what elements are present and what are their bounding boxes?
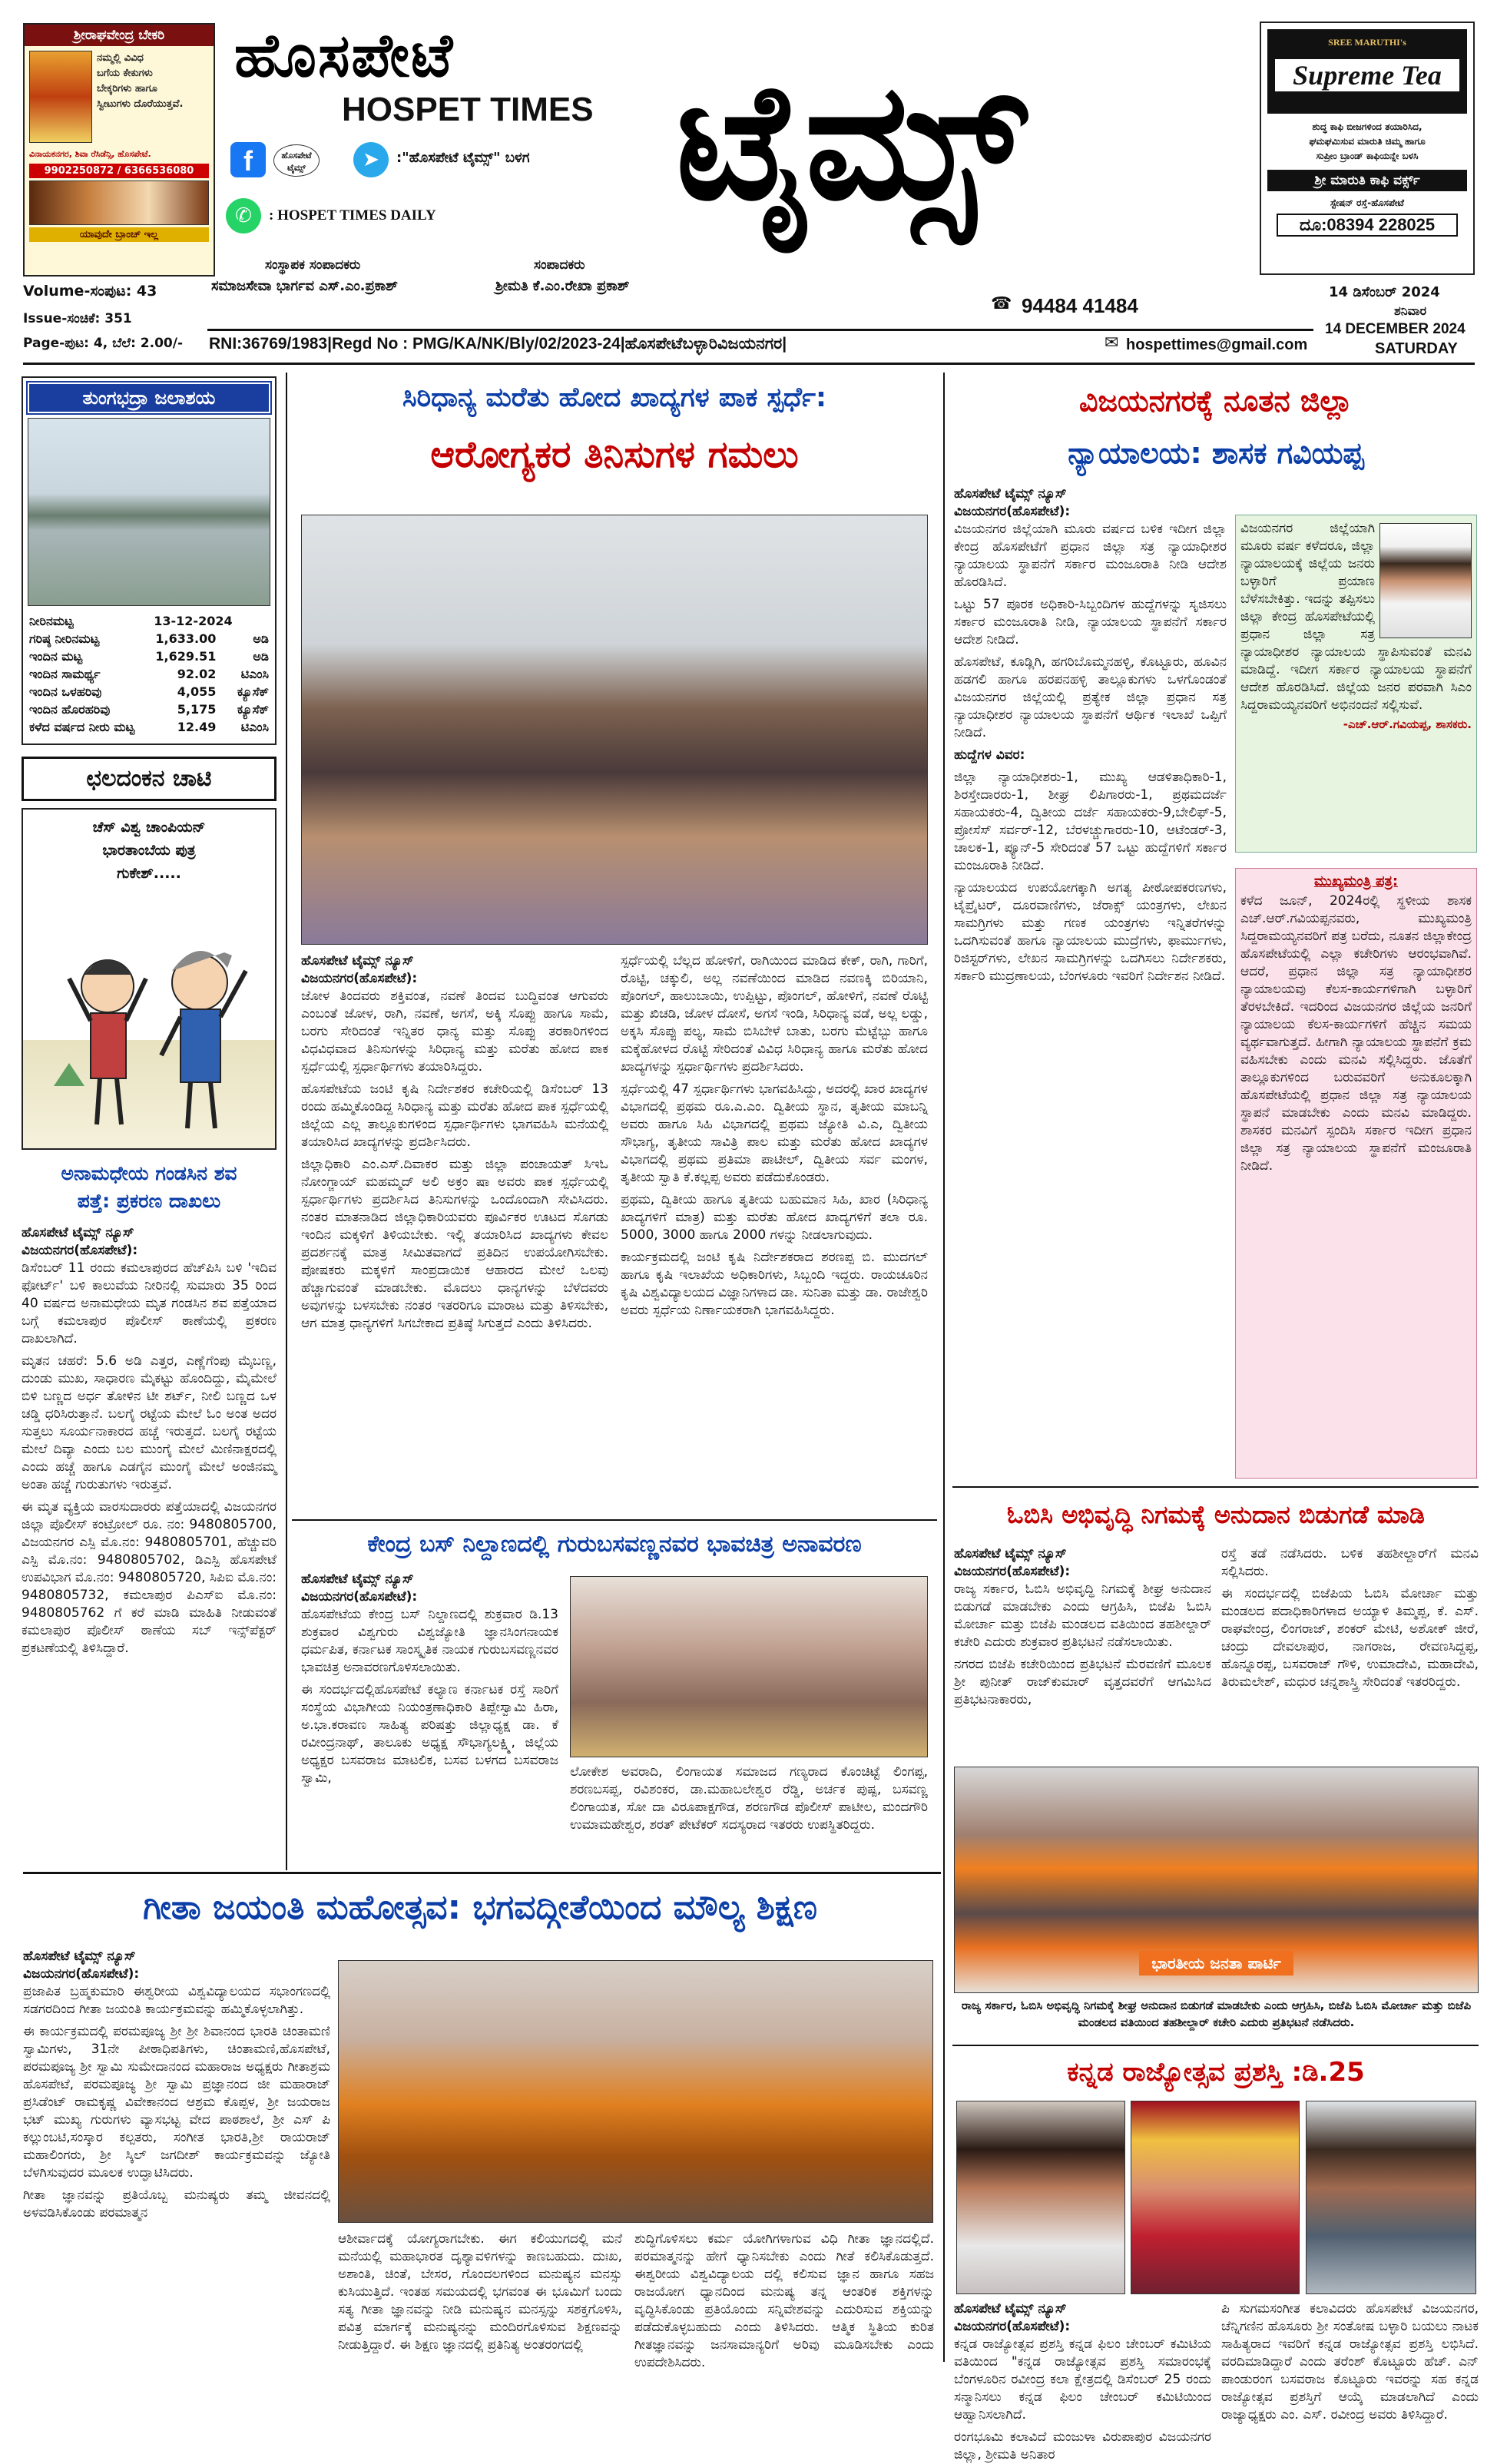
award-byline: ವಿಜಯನಗರ(ಹೊಸಪೇಟೆ): (954, 2319, 1071, 2334)
award-col1 (954, 2300, 1211, 2462)
award-headline: ಕನ್ನಡ ರಾಜ್ಯೋತ್ಸವ ಪ್ರಶಸ್ತಿ :ಡಿ.25 (1067, 2057, 1365, 2088)
dam-row-unit: ಅಡಿ (253, 649, 269, 664)
lead-paragraph: ಹೊಸಪೇಟೆಯ ಜಂಟಿ ಕೃಷಿ ನಿರ್ದೇಶಕರ ಕಚೇರಿಯಲ್ಲಿ ಡಿಸೆಂಬರ್ 13 ರಂದು ಹಮ್ಮಿಕೊಂಡಿದ್ದ ಸಿರಿಧಾನ್ಯ ಮತ್ತು ಮರೆತು ಹೋದ ಪಾಕ ಸ್ಪರ್ಧೆಯಲ್ಲಿ ಜಿಲ್ಲೆಯ ಎಲ್ಲ ತಾಲ್ಲೂಕುಗಳಿಂದ ಸ್ಪರ್ಧಾರ್ಥಿಗಳು ಭಾಗವಹಿಸಿ ಮನೆಯಲ್ಲಿ ತಯಾರಿಸಿದ ಖಾದ್ಯಗಳನ್ನು ಪ್ರದರ್ಶಿಸಿದರು. (301, 1081, 608, 1150)
dam-table (23, 611, 275, 737)
tea-ad-title: Supreme Tea (1275, 59, 1459, 91)
cm-letter-title: ಮುಖ್ಯಮಂತ್ರಿ ಪತ್ರ: (1313, 873, 1399, 889)
cartoon-caption: ಚೆಸ್ ವಿಶ್ವ ಚಾಂಪಿಯನ್ (92, 819, 206, 836)
bus-byline: ಹೊಸಪೇಟೆ ಟೈಮ್ಸ್ ನ್ಯೂಸ್ (301, 1571, 414, 1587)
dam-row-label: ಕಳೆದ ವರ್ಷದ ನೀರು ಮಟ್ಟ (29, 720, 135, 734)
tea-ad-shop: ಶ್ರೀ ಮಾರುತಿ ಕಾಫಿ ವರ್ಕ್ಸ್ (1267, 170, 1467, 191)
court-col1 (954, 485, 1227, 1476)
lead-paragraph: ಜಿಲ್ಲಾಧಿಕಾರಿ ಎಂ.ಎಸ್.ದಿವಾಕರ ಮತ್ತು ಜಿಲ್ಲಾ ಪಂಚಾಯತ್ ಸಿಇಓ ನೋಂಗ್ಜಾಯ್ ಮಹಮ್ಮದ್ ಅಲಿ ಅಕ್ರಂ ಷಾ ಅವರು ಪಾಕ ಸ್ಪರ್ಧೆಯಲ್ಲಿ ಸ್ಪರ್ಧಾರ್ಥಿಗಳು ಪ್ರದರ್ಶಿಸಿದ ತಿನಿಸುಗಳನ್ನು ಒಂದೊಂದಾಗಿ ಸೇವಿಸಿದರು. ನಂತರ ಮಾತನಾಡಿದ ಜಿಲ್ಲಾಧಿಕಾರಿಯವರು ಪೂರ್ವಿಕರ ಊಟದ ಸೊಗಡು ಇಂದಿನ ಮಕ್ಕಳಿಗೆ ತಿಳಿಯಬೇಕು. ಇಲ್ಲಿ ತಯಾರಿಸಿದ ಖಾದ್ಯಗಳು ಕೇವಲ ಪ್ರದರ್ಶನಕ್ಕೆ ಮಾತ್ರ ಸೀಮಿತವಾಗದೆ ಪ್ರತಿದಿನ ಉಪಯೋಗಿಸಬೇಕು. ಪೋಷಕರು ಮಕ್ಕಳಿಗೆ ಸಾಂಪ್ರದಾಯಿಕ ಆಹಾರದ ಮೇಲೆ ಒಲವು ಹೆಚ್ಚಾಗುವಂತೆ ಮಾಡಬೇಕು. ಮೊದಲು ಧಾನ್ಯಗಳನ್ನು ಬೆಳೆದವರು ಅವುಗಳನ್ನು ಬಳಸಬೇಕು ನಂತರ ಇತರರಿಗೂ ಮಾರಾಟ ಮತ್ತು ತಿಳಿಸಬೇಕು, ಆಗ ಮಾತ್ರ ಧಾನ್ಯಗಳಿಗೆ ಸಿಗಬೇಕಾದ ಪ್ರತಿಷ್ಠೆ ಸಿಗುತ್ತದೆ ಎಂದು ತಿಳಿಸಿದರು. (301, 1157, 608, 1331)
cartoon-drawing (23, 894, 273, 1148)
death-byline: ವಿಜಯನಗರ(ಹೊಸಪೇಟೆ): (22, 1243, 138, 1258)
facebook-icon[interactable]: f (230, 142, 266, 177)
masthead-rule (207, 329, 1313, 331)
cartoon-caption: ಗುಕೇಶ್..... (117, 865, 181, 882)
dam-row-label: ನೀರಿನಮಟ್ಟ (29, 614, 74, 628)
award-photo-2 (1131, 2101, 1300, 2294)
col-rule (943, 373, 945, 2362)
dam-row-label: ಇಂದಿನ ಸಾಮರ್ಥ್ಯ (29, 667, 101, 681)
obc-byline: ಹೊಸಪೇಟೆ ಟೈಮ್ಸ್ ನ್ಯೂಸ್ (954, 1546, 1067, 1562)
court-paragraph: ವಿಜಯನಗರ ಜಿಲ್ಲೆಯಾಗಿ ಮೂರು ವರ್ಷದ ಬಳಿಕ ಇದೀಗ ಜಿಲ್ಲಾ ಕೇಂದ್ರ ಹೊಸಪೇಟೆಗೆ ಪ್ರಧಾನ ಜಿಲ್ಲಾ ಸತ್ರ ನ್ಯಾಯಾಧೀಶರ ನ್ಯಾಯಾಲಯ ಸ್ಥಾಪನೆಗೆ ಸರ್ಕಾರ ಮಂಜೂರಾತಿ ನೀಡಿ ಆದೇಶ ಹೊರಡಿಸಿದೆ. (954, 522, 1227, 590)
section-rule (23, 1872, 941, 1874)
date-kn: 14 ಡಿಸೆಂಬರ್ 2024 (1329, 284, 1440, 300)
lead-byline: ಹೊಸಪೇಟೆ ಟೈಮ್ಸ್ ನ್ಯೂಸ್ (301, 953, 414, 969)
bus-paragraph: ಹೊಸಪೇಟೆಯ ಕೇಂದ್ರ ಬಸ್ ನಿಲ್ದಾಣದಲ್ಲಿ ಶುಕ್ರವಾರ ಡಿ.13 ಶುಕ್ರವಾರ ವಿಶ್ವಗುರು ವಿಶ್ವಜ್ಯೋತಿ ಜ್ಞಾನಸಿಂಗನಾಯಕ ಧರ್ಮಪಿತ, ಕರ್ನಾಟಕ ಸಾಂಸ್ಕೃತಿಕ ನಾಯಕ ಗುರುಬಸವಣ್ಣನವರ ಭಾವಚಿತ್ರ ಅನಾವರಣಗೊಳಿಸಲಾಯಿತು. (301, 1607, 558, 1675)
dam-row-unit: ಟಿಎಂಸಿ (240, 720, 269, 734)
gita-headline: ಗೀತಾ ಜಯಂತಿ ಮಹೋತ್ಸವ: ಭಗವದ್ಗೀತೆಯಿಂದ ಮೌಲ್ಯ ಶಿಕ್ಷಣ (143, 1888, 817, 1927)
award-paragraph: ರಂಗಭೂಮಿ ಕಲಾವಿದೆ ಮಂಜುಳಾ ವಿರುಪಾಪುರ ವಿಜಯನಗರ ಜಿಲ್ಲಾ, ಶ್ರೀಮತಿ ಅನಿತಾರ (954, 2429, 1211, 2462)
dam-row-label: ಇಂದಿನ ಮಟ್ಟ (29, 649, 83, 664)
bakery-ad-line: ಬೇಕ್ಕರಿಗಳು ಹಾಗೂ (97, 83, 157, 94)
bakery-ad (23, 23, 215, 277)
dam-row-label: ಇಂದಿನ ಒಳಹರಿವು (29, 684, 102, 699)
tea-ad-line: ಸುಪ್ರೀಂ ಬ್ರಾಂಡ್ ಕಾಫಿಯನ್ನೇ ಬಳಸಿ (1316, 151, 1419, 161)
award-byline: ಹೊಸಪೇಟೆ ಟೈಮ್ಸ್ ನ್ಯೂಸ್ (954, 2301, 1067, 2317)
bus-body (301, 1606, 558, 1863)
death-body (22, 1260, 277, 1713)
dam-row-unit: ಅಡಿ (253, 631, 269, 646)
gita-paragraph: ಪ್ರಜಾಪಿತ ಬ್ರಹ್ಮಕುಮಾರಿ ಈಶ್ವರೀಯ ವಿಶ್ವವಿದ್ಯಾಲಯದ ಸಭಾಂಗಣದಲ್ಲಿ ಸಡಗರದಿಂದ ಗೀತಾ ಜಯಂತಿ ಕಾರ್ಯಕ್ರಮವನ್ನು ಹಮ್ಮಿಕೊಳ್ಳಲಾಗಿತ್ತು. (23, 1984, 330, 2017)
deity-image (29, 51, 92, 143)
founder-label: ಸಂಸ್ಥಾಪಕ ಸಂಪಾದಕರು (265, 257, 361, 273)
obc-headline: ಓಬಿಸಿ ಅಭಿವೃದ್ಧಿ ನಿಗಮಕ್ಕೆ ಅನುದಾನ ಬಿಡುಗಡೆ ಮಾಡಿ (1007, 1500, 1425, 1529)
phone-icon: ☎ (991, 294, 1012, 313)
cm-letter-body: ಕಳೆದ ಜೂನ್, 2024ರಲ್ಲಿ ಸ್ಥಳೀಯ ಶಾಸಕ ಎಚ್.ಆರ್.ಗವಿಯಪ್ಪನವರು, ಮುಖ್ಯಮಂತ್ರಿ ಸಿದ್ದರಾಮಯ್ಯನವರಿಗೆ ಪತ್ರ ಬರೆದು, ನೂತನ ಜಿಲ್ಲಾಕೇಂದ್ರ ಹೊಸಪೇಟೆಯಲ್ಲಿ ಎಲ್ಲಾ ಕಚೇರಿಗಳು ಆರಂಭವಾಗಿವೆ. ಆದರೆ, ಪ್ರಧಾನ ಜಿಲ್ಲಾ ಸತ್ರ ನ್ಯಾಯಾಧೀಶರ ನ್ಯಾಯಾಲಯವು ಕೆಲಸ-ಕಾರ್ಯಗಳಿಗಾಗಿ ಬಳ್ಳಾರಿಗೆ ತೆರಳಬೇಕಿದೆ. ಇದರಿಂದ ವಿಜಯನಗರ ಜಿಲ್ಲೆಯ ಜನರಿಗೆ ನ್ಯಾಯಾಲಯ ಕೆಲಸ-ಕಾರ್ಯಗಳಿಗೆ ಹೆಚ್ಚಿನ ಸಮಯ ವ್ಯರ್ಥವಾಗುತ್ತದೆ. ಹೀಗಾಗಿ ನ್ಯಾಯಾಲಯ ಸ್ಥಾಪನೆಗೆ ಕ್ರಮ ವಹಿಸಬೇಕು ಎಂದು ಮನವಿ ಸಲ್ಲಿಸಿದ್ದರು. ಜೊತೆಗೆ ತಾಲ್ಲೂಕುಗಳಿಂದ ಬರುವವರಿಗೆ ಅನುಕೂಲಕ್ಕಾಗಿ ಹೊಸಪೇಟೆಯಲ್ಲಿ ಪ್ರಧಾನ ಜಿಲ್ಲಾ ಸತ್ರ ನ್ಯಾಯಾಲಯ ಸ್ಥಾಪನೆ ಮಾಡಬೇಕು ಎಂದು ಮನವಿ ಮಾಡಿದ್ದರು. ಶಾಸಕರ ಮನವಿಗೆ ಸ್ಪಂದಿಸಿ ಸರ್ಕಾರ ಇದೀಗ ಪ್ರಧಾನ ಜಿಲ್ಲಾ ಸತ್ರ ನ್ಯಾಯಾಲಯ ಸ್ಥಾಪನೆಗೆ ಮಂಜೂರಾತಿ ನೀಡಿದೆ. (1240, 893, 1472, 1174)
tea-ad (1260, 22, 1475, 275)
bus-paragraph: ಈ ಸಂದರ್ಭದಲ್ಲಿಹೊಸಪೇಟೆ ಕಲ್ಯಾಣ ಕರ್ನಾಟಕ ರಸ್ತೆ ಸಾರಿಗೆ ಸಂಸ್ಥೆಯ ವಿಭಾಗೀಯ ನಿಯಂತ್ರಣಾಧಿಕಾರಿ ತಿಪ್ಪೇಸ್ವಾಮಿ ಹಿರಾ, ಅ.ಭಾ.ಕರಾವಣ ಸಾಹಿತ್ಯ ಪರಿಷತ್ತು ಜಿಲ್ಲಾಧ್ಯಕ್ಷ ಡಾ. ಕೆ ರವೀಂದ್ರನಾಥ್, ತಾಲೂಕು ಅಧ್ಯಕ್ಷ ಸೌಭಾಗ್ಯಲಕ್ಷ್ಮಿ, ಜಿಲ್ಲೆಯ ಅಧ್ಯಕ್ಷರ ಬಸವರಾಜ ಮಾಟಲಿಕ, ಬಸವ ಬಳಗದ ಬಸವರಾಜ ಸ್ವಾಮಿ, (301, 1682, 558, 1786)
court-paragraph: ಜಿಲ್ಲಾ ನ್ಯಾಯಾಧೀಶರು-1, ಮುಖ್ಯ ಆಡಳಿತಾಧಿಕಾರಿ-1, ಶಿರಸ್ತೇದಾರರು-1, ಶೀಘ್ರ ಲಿಪಿಗಾರರು-1, ಪ್ರಥಮದರ್ಜೆ ಸಹಾಯಕರು-4, ದ್ವಿತೀಯ ದರ್ಜೆ ಸಹಾಯಕರು-9,ಬೇಲಿಫ್-5, ಪ್ರೋಸೆಸ್ ಸರ್ವರ್-12, ಬೆರಳಚ್ಚುಗಾರರು-10, ಆಟೆಂಡರ್-3, ಚಾಲಕ-1, ಪ್ಯೂನ್-5 ಸೇರಿದಂತೆ 57 ಒಟ್ಟು ಹುದ್ದೆಗಳಿಗೆ ಸರ್ಕಾರ ಮಂಜೂರಾತಿ ನೀಡಿದೆ. (954, 770, 1227, 873)
dam-row (29, 630, 269, 647)
facebook-label: ಹೊಸಪೇಟೆ ಟೈಮ್ಸ್ (273, 144, 320, 177)
bakery-ad-address: ವಿನಾಯಕನಗರ, ಶಿವಾ ರೆಸಿಡೆನ್ಸಿ, ಹೊಸಪೇಟೆ. (29, 149, 151, 159)
bus-photo (570, 1576, 928, 1757)
award-photo-3 (1306, 2101, 1476, 2294)
gita-byline: ವಿಜಯನಗರ(ಹೊಸಪೇಟೆ): (23, 1966, 140, 1982)
cartoon-caption: ಭಾರತಾಂಬೆಯ ಪುತ್ರ (102, 842, 196, 859)
dam-row-unit (216, 612, 269, 630)
bus-col2: ಲೋಕೇಶ ಅವರಾದಿ, ಲಿಂಗಾಯತ ಸಮಾಜದ ಗಣ್ಯರಾದ ಕೊಂಚಿಟ್ಟೆ ಲಿಂಗಪ್ಪ, ಶರಣಬಸಪ್ಪ, ರವಿಶಂಕರ, ಡಾ.ಮಹಾಬಲೇಶ್ವರ ರೆಡ್ಡಿ, ಅರ್ಚಕ ಪುಷ್ಪ, ಬಸವಣ್ಣ ಲಿಂಗಾಯತ, ಸೋ ದಾ ವಿರೂಪಾಕ್ಷಗೌಡ, ಶರಣಗೌಡ ಪೊಲೀಸ್ ಪಾಟೀಲ, ಮಂದಗೌರಿ ಉಮಾಮಹೇಶ್ವರ, ಶರತ್ ಪೇಟೆಕರ್ ಸದಸ್ಯರಾದ ಇತರರು ಉಪಸ್ಥಿತರಿದ್ದರು. (570, 1764, 928, 1833)
lead-paragraph: ಸ್ಪರ್ಧೆಯಲ್ಲಿ 47 ಸ್ಪರ್ಧಾರ್ಥಿಗಳು ಭಾಗವಹಿಸಿದ್ದು, ಅದರಲ್ಲಿ ಖಾರ ಖಾದ್ಯಗಳ ವಿಭಾಗದಲ್ಲಿ ಪ್ರಥಮ ರೂ.ಎ.ಎಂ. ದ್ವಿತೀಯ ಸ್ಥಾನ, ತೃತೀಯ ಮಾಬನ್ನಿ ಅವರು ಹಾಗೂ ಸಿಹಿ ವಿಭಾಗದಲ್ಲಿ ಪ್ರಥಮ ಜ್ಯೋತಿ ವಿ.ಎ, ದ್ವಿತೀಯ ಸೌಭಾಗ್ಯ, ತೃತೀಯ ಸಾವಿತ್ರಿ ಪಾಲ ಮತ್ತು ಮರೆತು ಹೋದ ಖಾದ್ಯಗಳ ವಿಭಾಗದಲ್ಲಿ ಪ್ರಥಮ ಪ್ರತಿಮಾ ಪಾಟೀಲ್, ದ್ವಿತೀಯ ಸರ್ವ ಮಂಗಳ, ತೃತೀಯ ಸ್ವಾತಿ ಕೆ.ಕಲ್ಲಪ್ಪ ಅವರು ಪಡೆದುಕೊಂಡರು. (621, 1081, 928, 1185)
obc-col2 (1221, 1545, 1479, 1762)
lead-headline: ಆರೋಗ್ಯಕರ ತಿನಿಸುಗಳ ಗಮಲು (430, 433, 799, 476)
gita-col3: ಶುದ್ಧಿಗೊಳಿಸಲು ಕರ್ಮ ಯೋಗಿಗಳಾಗುವ ವಿಧಿ ಗೀತಾ ಜ್ಞಾನದಲ್ಲಿದೆ. ಪರಮಾತ್ಮನನ್ನು ಹೇಗೆ ಧ್ಯಾನಿಸಬೇಕು ಎಂದು ಗೀತೆ ಕಲಿಸಿಕೊಡುತ್ತದೆ. ಈಶ್ವರೀಯ ವಿಶ್ವವಿದ್ಯಾಲಯ ದಲ್ಲಿ ಕಲಿಸುವ ಜ್ಞಾನ ಹಾಗೂ ಸಹಜ ರಾಜಯೋಗ ಧ್ಯಾನದಿಂದ ಮನುಷ್ಯ ತನ್ನ ಆಂತರಿಕ ಶಕ್ತಿಗಳನ್ನು ವೃದ್ಧಿಸಿಕೊಂಡು ಪ್ರತಿಯೊಂದು ಸನ್ನಿವೇಶವನ್ನು ಎದುರಿಸುವ ಶಕ್ತಿಯನ್ನು ಪಡೆದುಕೊಳ್ಳಬಹುದು ಎಂದು ತಿಳಿಸಿದರು. ಆತ್ಮಿಕ ಸ್ಥಿತಿಯ ಕುರಿತ ಗೀತಜ್ಞಾನವನ್ನು ಜನಸಾಮಾನ್ಯರಿಗೆ ಅರಿವು ಮೂಡಿಸಬೇಕು ಎಂದು ಉಪದೇಶಿಸಿದರು. (634, 2231, 934, 2370)
obc-caption: ರಾಜ್ಯ ಸರ್ಕಾರ, ಓಬಿಸಿ ಅಭಿವೃದ್ಧಿ ನಿಗಮಕ್ಕೆ ಶೀಘ್ರ ಅನುದಾನ ಬಿಡುಗಡೆ ಮಾಡಬೇಕು ಎಂದು ಆಗ್ರಹಿಸಿ, ಬಿಜೆಪಿ ಓಬಿಸಿ ಮೋರ್ಚಾ ಮತ್ತು ಬಿಜೆಪಿ ಮಂಡಲದ ವತಿಯಿಂದ ತಹಶೀಲ್ದಾರ್ ಕಚೇರಿ ಎದುರು ಪ್ರತಿಭಟನೆ ನಡೆಸಿದರು. (961, 1999, 1472, 2029)
dam-row-value: 4,055 (177, 684, 217, 699)
lead-byline: ವಿಜಯನಗರ(ಹೊಸಪೇಟೆ): (301, 971, 418, 986)
court-headline-line: ನ್ಯಾಯಾಲಯ: ಶಾಸಕ ಗವಿಯಪ್ಪ (1068, 436, 1364, 470)
gita-body (23, 1983, 330, 2366)
court-paragraph: ನ್ಯಾಯಾಲಯದ ಉಪಯೋಗಕ್ಕಾಗಿ ಅಗತ್ಯ ಪೀಠೋಪಕರಣಗಳು, ಟೈಪ್ರೈಟರ್, ದೂರವಾಣಿಗಳು, ಜೆರಾಕ್ಸ್ ಯಂತ್ರಗಳು, ಲೇಖನ ಸಾಮಗ್ರಿಗಳು ಮತ್ತು ಗಣಕ ಯಂತ್ರಗಳು ಇನ್ನಿತರೆಗಳನ್ನು ಒದಗಿಸುವಂತೆ ಹಾಗೂ ನ್ಯಾಯಾಲಯ ಮುದ್ರೆಗಳು, ಫಾರ್ಮುಗಳು, ರಿಜಿಸ್ಟರ್‌ಗಳು, ಲೇಖನ ಸಾಮಗ್ರಿಗಳನ್ನು ಒದಗಿಸಲು ನಿರ್ದೇಶಕರು, ಸರ್ಕಾರಿ ಮುದ್ರಣಾಲಯ, ಬೆಂಗಳೂರು ಇವರಿಗೆ ನಿರ್ದೇಶನ ನೀಡಿದೆ. (954, 880, 1227, 984)
dam-row (29, 683, 269, 700)
death-headline (22, 1160, 277, 1215)
bakery-ad-title: ಶ್ರೀರಾಘವೇಂದ್ರ ಬೇಕರಿ (25, 25, 214, 46)
court-paragraph: ಒಟ್ಟು 57 ಪೂರಕ ಅಧಿಕಾರಿ-ಸಿಬ್ಬಂದಿಗಳ ಹುದ್ದೆಗಳನ್ನು ಸೃಜಿಸಲು ಸರ್ಕಾರ ಮಂಜೂರಾತಿ ನೀಡಿ, ನ್ಯಾಯಾಲಯ ಸ್ಥಾಪನೆಗೆ ಸರ್ಕಾರ ಆದೇಶ ನೀಡಿದೆ. (954, 597, 1227, 647)
editor-name: ಶ್ರೀಮತಿ ಕೆ.ಎಂ.ರೇಖಾ ಪ್ರಕಾಶ್ (495, 278, 630, 294)
lead-paragraph: ಜೋಳ ತಿಂದವರು ಶಕ್ತಿವಂತ, ನವಣೆ ತಿಂದವ ಬುದ್ಧಿವಂತ ಆಗುವರು ಎಂಬಂತೆ ಜೋಳ, ರಾಗಿ, ನವಣೆ, ಅಗಸೆ, ಅಕ್ಕಿ ಸೊಪ್ಪು ಹಾಗೂ ಸಾಮೆ, ಬರಗು ಸೇರಿದಂತೆ ಇನ್ನಿತರ ಧಾನ್ಯ ಮತ್ತು ಸೊಪ್ಪು ತರಕಾರಿಗಳಿಂದ ವಿಧವಿಧವಾದ ತಿನಿಸುಗಳನ್ನು ಸಿರಿಧಾನ್ಯ ಮತ್ತು ಮರೆತು ಹೋದ ಪಾಕ ಸ್ಪರ್ಧೆಯಲ್ಲಿ ಸ್ಪರ್ಧಾರ್ಥಿಗಳು ತಯಾರಿಸಿದ್ದರು. (301, 989, 608, 1075)
court-headline (951, 375, 1481, 479)
editor-label: ಸಂಪಾದಕರು (534, 257, 585, 273)
tea-ad-badge: SREE MARUTHI's (1328, 37, 1406, 48)
whatsapp-icon[interactable]: ✆ (226, 198, 261, 233)
mla-quote-sign: -ಎಚ್.ಆರ್.ಗವಿಯಪ್ಪ, ಶಾಸಕರು. (1343, 717, 1472, 731)
telegram-icon[interactable]: ➤ (353, 142, 389, 177)
obc-col1 (954, 1545, 1211, 1762)
rni-line: RNI:36769/1983|Regd No : PMG/KA/NK/Bly/02/2023-24|ಹೊಸಪೇಟೆಬಳ್ಳಾರಿವಿಜಯನಗರ| (209, 335, 787, 353)
pages: Page-ಪುಟ: 4, ಬೆಲೆ: 2.00/- (23, 336, 184, 351)
email-icon: ✉ (1105, 333, 1119, 353)
obc-paragraph: ಈ ಸಂದರ್ಭದಲ್ಲಿ ಬಿಜೆಪಿಯ ಓಬಿಸಿ ಮೋರ್ಚಾ ಮತ್ತು ಮಂಡಲದ ಪದಾಧಿಕಾರಿಗಳಾದ ಅಯ್ಯಾಳಿ ತಿಮ್ಮಪ್ಪ, ಕೆ. ಎಸ್. ರಾಘವೇಂದ್ರ, ಲಿಂಗರಾಜ್, ಶಂಕರ್ ಮೇಟಿ, ಅಶೋಕ್ ಜೀರೆ, ಚಂದ್ರು ದೇವಲಾಪುರ, ನಾಗರಾಜ, ರೇವಣಸಿದ್ದಪ್ಪ, ಹೊನ್ನೂರಪ್ಪ, ಬಸವರಾಜ್ ಗೌಳಿ, ಉಮಾದೇವಿ, ಮಹಾದೇವಿ, ತಿರುಮಲೇಶ್, ಮಧುರ ಚನ್ನಶಾಸ್ತ್ರಿ ಸೇರಿದಂತೆ ಇತರರಿದ್ದರು. (1221, 1586, 1479, 1690)
award-paragraph: ಕನ್ನಡ ರಾಜ್ಯೋತ್ಸವ ಪ್ರಶಸ್ತಿ ಕನ್ನಡ ಫಿಲಂ ಚೇಂಬರ್ ಕಮಿಟಿಯ ವತಿಯಿಂದ "ಕನ್ನಡ ರಾಜ್ಯೋತ್ಸವ ಪ್ರಶಸ್ತಿ ಸಮಾರಂಭಕ್ಕೆ ಬೆಂಗಳೂರಿನ ರವೀಂದ್ರ ಕಲಾ ಕ್ಷೇತ್ರದಲ್ಲಿ ಡಿಸೆಂಬರ್ 25 ರಂದು ಸನ್ಮಾನಿಸಲು ಕನ್ನಡ ಫಿಲಂ ಚೇಂಬರ್ ಕಮಿಟಿಯಿಂದ ಆಹ್ವಾನಿಸಲಾಗಿದೆ. (954, 2336, 1211, 2423)
title-big: ಟೈಮ್ಸ್ (676, 48, 1026, 236)
whatsapp-label: : HOSPET TIMES DAILY (269, 207, 436, 224)
dam-row-unit: ಕ್ಯೂಸೆಕ್ (237, 684, 269, 699)
obc-banner-text: ಭಾರತೀಯ ಜನತಾ ಪಾರ್ಟಿ (1139, 1951, 1293, 1976)
email[interactable]: hospettimes@gmail.com (1126, 336, 1308, 353)
gita-paragraph: ಈ ಕಾರ್ಯಕ್ರಮದಲ್ಲಿ ಪರಮಪೂಜ್ಯ ಶ್ರೀ ಶ್ರೀ ಶಿವಾನಂದ ಭಾರತಿ ಚಿಂತಾಮಣಿ ಸ್ವಾಮಿಗಳು, 31ನೇ ಪೀಠಾಧಿಪತಿಗಳು, ಚಿಂತಾಮಣಿ,ಹೊಸಪೇಟೆ, ಪರಮಪೂಜ್ಯ ಶ್ರೀ ಸ್ವಾಮಿ ಸುಮೇದಾನಂದ ಮಹಾರಾಜ ಅಧ್ಯಕ್ಷರು ಗೀತಾಶ್ರಮ ಹೊಸಪೇಟೆ, ಪರಮಪೂಜ್ಯ ಶ್ರೀ ಸ್ವಾಮಿ ಪ್ರಜ್ಞಾನಂದ ಜೀ ಮಹಾರಾಜ್ ಪ್ರಸಿಡೆಂಟ್ ರಾಮಕೃಷ್ಣ ವಿವೇಕಾನಂದ ಆಶ್ರಮ ಕೊಪ್ಪಳ, ಶ್ರೀ ಜಯರಾಜ ಭಟ್ ಮುಖ್ಯ ಗುರುಗಳು ವ್ಯಾಸಭಟ್ಟ ವೇದ ಪಾಠಶಾಲೆ, ಶ್ರೀ ಎಸ್ ಪಿ ಕಲ್ಲುಂಬಟಿ,ಸಂಸ್ಕಾರ ಕಲ್ಪತರು, ಸಂಗೀತ ಭಾರತಿ,ಶ್ರೀ ರಾಯರಾಜ್ ಮಹಾಲಿಂಗರು, ಶ್ರೀ ಸ್ಕಿಲ್ ಜಗದೀಶ್ ಕಾರ್ಯಕ್ರಮವನ್ನು ಜ್ಯೋತಿ ಬೆಳಗಿಸುವುದರ ಮೂಲಕ ಉದ್ಘಾಟಿಸಿದರು. (23, 2024, 330, 2181)
award-body (954, 2336, 1211, 2462)
dam-row-value: 5,175 (177, 702, 217, 717)
dam-title: ತುಂಗಭದ್ರಾ ಜಲಾಶಯ (28, 383, 270, 413)
section-rule (952, 2045, 1479, 2046)
bus-byline: ವಿಜಯನಗರ(ಹೊಸಪೇಟೆ): (301, 1589, 418, 1605)
col-rule (286, 373, 287, 1870)
bus-col1 (301, 1571, 558, 1863)
bakery-ad-phone: 9902250872 / 6366536080 (29, 164, 209, 178)
issue: Issue-ಸಂಚಿಕೆ: 351 (23, 311, 132, 326)
gita-photo (338, 1960, 933, 2223)
telegram-label: :"ಹೊಸಪೇಟೆ ಟೈಮ್ಸ್" ಬಳಗ (396, 150, 530, 166)
day-en: SATURDAY (1375, 340, 1458, 357)
gita-byline: ಹೊಸಪೇಟೆ ಟೈಮ್ಸ್ ನ್ಯೂಸ್ (23, 1949, 136, 1964)
header-bottom-rule (23, 363, 1475, 365)
dam-row-value: 12.49 (177, 720, 217, 734)
lead-paragraph: ಸ್ಪರ್ಧೆಯಲ್ಲಿ ಬೆಲ್ಲದ ಹೋಳಿಗೆ, ರಾಗಿಯಿಂದ ಮಾಡಿದ ಕೇಕ್, ರಾಗಿ, ಗಾರಿಗೆ, ರೊಟ್ಟಿ, ಚಕ್ಕುಲಿ, ಅಲ್ಲ ನವಣೆಯಿಂದ ಮಾಡಿದ ನವಣಕ್ಕಿ ಬಿರಿಯಾನಿ, ಪೊಂಗಲ್, ಹಾಲುಬಾಯಿ, ಉಪ್ಪಿಟ್ಟು, ಪೊಂಗಲ್, ಹೋಳಿಗೆ, ನವಣೆ ರೊಟ್ಟಿ ಮತ್ತು ಖಿಚಡಿ, ಜೋಳ ದೋಸೆ, ಅಗಸೆ ಇಂಡಿ, ಸಿರಿಧಾನ್ಯ ವಡೆ, ಅಲ್ಲ ಲಡ್ಡು, ಅಕ್ಕಸಿ ಸೊಪ್ಪು ಪಲ್ಯ, ಸಾಮೆ ಬಿಸಿಬೇಳೆ ಬಾತು, ಬರಗು ಮೆಟ್ಟೆಬ್ಬು ಹಾಗೂ ಮಕ್ಕೆಹೋಳದ ರೊಟ್ಟಿ ಸೇರಿದಂತೆ ವಿವಿಧ ಸಿರಿಧಾನ್ಯ ಹಾಗೂ ಮರೆತು ಹೋದ ಖಾದ್ಯಗಳನ್ನು ಸ್ಪರ್ಧಾರ್ಥಿಗಳು ಪ್ರದರ್ಶಿಸಿದರು. (621, 953, 928, 1075)
death-paragraph: ಡಿಸೆಂಬರ್ 11 ರಂದು ಕಮಲಾಪುರದ ಹೆಚ್‌ಪಿಸಿ ಬಳಿ 'ಇದಿವ ಫೋರ್ಟ್' ಬಳಿ ಕಾಲುವೆಯ ನೀರಿನಲ್ಲಿ ಸುಮಾರು 35 ರಿಂದ 40 ವರ್ಷದ ಅನಾಮಧೇಯ ಮೃತ ಗಂಡಸಿನ ಶವ ಪತ್ತೆಯಾದ ಬಗ್ಗೆ ಕಮಲಾಪುರ ಪೊಲೀಸ್ ಠಾಣೆಯಲ್ಲಿ ಪ್ರಕರಣ ದಾಖಲಾಗಿದೆ. (22, 1260, 277, 1346)
court-byline: ಹೊಸಪೇಟೆ ಟೈಮ್ಸ್ ನ್ಯೂಸ್ (954, 486, 1067, 502)
court-paragraph: ಹೊಸಪೇಟೆ, ಕೂಡ್ಲಿಗಿ, ಹಗರಿಬೊಮ್ಮನಹಳ್ಳಿ, ಕೊಟ್ಟೂರು, ಹೂವಿನ ಹಡಗಲಿ ಹಾಗೂ ಹರಪನಹಳ್ಳಿ ತಾಲ್ಲೂಕುಗಳು ಒಳಗೊಂಡಂತೆ ವಿಜಯನಗರ ಜಿಲ್ಲೆಯಲ್ಲಿ ಪ್ರತ್ಯೇಕ ಜಿಲ್ಲಾ ಪ್ರಧಾನ ಸತ್ರ ನ್ಯಾಯಾಧೀಶರ ನ್ಯಾಯಾಲಯ ಸ್ಥಾಪನೆಗೆ ಆರ್ಥಿಕ ಇಲಾಖೆ ಒಪ್ಪಿಗೆ ನೀಡಿದೆ. (954, 654, 1227, 740)
death-article (22, 1224, 277, 1716)
dam-photo (28, 418, 270, 606)
gita-col1 (23, 1948, 330, 2366)
dam-row-value: 1,629.51 (155, 649, 217, 664)
dam-row (29, 718, 269, 736)
obc-paragraph: ರಸ್ತೆ ತಡೆ ನಡೆಸಿದರು. ಬಳಿಕ ತಹಶೀಲ್ದಾರ್‌ಗೆ ಮನವಿ ಸಲ್ಲಿಸಿದರು. (1221, 1546, 1479, 1579)
bakery-ad-line: ನಮ್ಮಲ್ಲಿ ವಿವಿಧ (97, 52, 144, 64)
court-headline-line: ವಿಜಯನಗರಕ್ಕೆ ನೂತನ ಜಿಲ್ಲಾ (1079, 384, 1353, 418)
cartoon-panel (22, 808, 277, 1150)
lead-col2 (621, 952, 928, 1513)
dam-row (29, 700, 269, 718)
cartoon-title: ಛಲದಂಕನ ಚಾಟಿ (22, 757, 277, 801)
dam-row-value: 1,633.00 (155, 631, 217, 646)
tea-ad-line: ಘಮಘಮಿಸುವ ಮಾರುತಿ ಚಿಮ್ಮ ಹಾಗೂ (1309, 136, 1426, 147)
section-rule (952, 1486, 1479, 1488)
tea-ad-banner (1267, 29, 1467, 114)
tea-ad-address: ಸ್ಟೇಷನ್ ರಸ್ತೆ-ಹೊಸಪೇಟೆ (1330, 197, 1405, 208)
cakes-image (29, 180, 209, 225)
obc-byline: ವಿಜಯನಗರ(ಹೊಸಪೇಟೆ): (954, 1564, 1071, 1579)
dam-row-label: ಗರಿಷ್ಠ ನೀರಿನಮಟ್ಟ (29, 631, 100, 646)
dam-row (29, 647, 269, 665)
death-headline-line: ಅನಾಮಧೇಯ ಗಂಡಸಿನ ಶವ (61, 1162, 237, 1184)
lead-body (301, 988, 608, 1510)
masthead-phone: 94484 41484 (1022, 294, 1138, 317)
dam-row-unit: ಟಿಎಂಸಿ (240, 667, 269, 681)
award-col2: ಪಿ ಸುಗಮಸಂಗೀತ ಕಲಾವಿದರು ಹೊಸಪೇಟೆ ವಿಜಯನಗರ, ಚೆನ್ನಿಗಣಿನ ಹೊಸೂರು ಶ್ರೀ ಸಂತೋಷ ಬಳ್ಳಾರಿ ಬಯಲು ನಾಟಕ ಸಾಹಿತ್ಯರಾದ ಇವರಿಗೆ ಕನ್ನಡ ರಾಜ್ಯೋತ್ಸವ ಪ್ರಶಸ್ತಿ ಲಭಿಸಿದೆ. ವರದಿಮಾಡಿದ್ದಾರೆ ಎಂದು ತರೆಂಶ್ ಕೊಟ್ಟೂರು ಹೆಚ್. ಎನ್ ಪಾಂಡುರಂಗ ಬಸವರಾಜ ಕೊಟ್ಟೂರು ಇವರನ್ನು ಸಹ ಕನ್ನಡ ರಾಜ್ಯೋತ್ಸವ ಪ್ರಶಸ್ತಿಗೆ ಆಯ್ಕೆ ಮಾಡಲಾಗಿದೆ ಎಂದು ರಾಜ್ಯಾಧ್ಯಕ್ಷರು ಎಂ. ಎಸ್. ರವೀಂದ್ರ ಅವರು ತಿಳಿಸಿದ್ದಾರೆ. (1221, 2301, 1479, 2423)
day-kn: ಶನಿವಾರ (1394, 303, 1427, 318)
gita-paragraph: ಗೀತಾ ಜ್ಞಾನವನ್ನು ಪ್ರತಿಯೊಬ್ಬ ಮನುಷ್ಯರು ತಮ್ಮ ಜೀವನದಲ್ಲಿ ಅಳವಡಿಸಿಕೊಂಡು ಪರಮಾತ್ಮನ (23, 2187, 330, 2221)
court-paragraph: ಹುದ್ದೆಗಳ ವಿವರ: (954, 747, 1025, 763)
bakery-ad-line: ಬಗೆಯ ಕೇಕುಗಳು (97, 68, 153, 79)
gita-col2: ಆಶೀರ್ವಾದಕ್ಕೆ ಯೋಗ್ಯರಾಗಬೇಕು. ಈಗ ಕಲಿಯುಗದಲ್ಲಿ ಮನೆ ಮನೆಯಲ್ಲಿ ಮಹಾಭಾರತ ದೃಶ್ಯಾವಳಿಗಳನ್ನು ಕಾಣಬಹುದು. ದುಃಖ, ಅಶಾಂತಿ, ಚಿಂತೆ, ಬೇಸರ, ಗೊಂದಲಗಳಿಂದ ಮನುಷ್ಯನ ಮನಸ್ಸು ಕುಸಿಯುತ್ತಿದೆ. ಇಂತಹ ಸಮಯದಲ್ಲಿ ಭಗವಂತ ಈ ಭೂಮಿಗೆ ಬಂದು ಸತ್ಯ ಗೀತಾ ಜ್ಞಾನವನ್ನು ನೀಡಿ ಮನುಷ್ಯನ ಮನಸ್ಸನ್ನು ಸಶಕ್ತಗೊಳಿಸಿ, ಪವಿತ್ರ ಮಾರ್ಗಕ್ಕೆ ಮನುಷ್ಯನನ್ನು ಮಂದಿರಗೊಳಿಸುವ ಶಿಕ್ಷಣವನ್ನು ನೀಡುತ್ತಿದ್ದಾರೆ. ಈ ಶಿಕ್ಷಣ ಜ್ಞಾನದಲ್ಲಿ ಪ್ರತಿನಿತ್ಯ ಅಂತರಂಗದಲ್ಲಿ (338, 2231, 622, 2353)
dam-row (29, 665, 269, 683)
founder-name: ಸಮಾಜಸೇವಾ ಭಾರ್ಗವ ಎಸ್.ಎಂ.ಪ್ರಕಾಶ್ (211, 278, 398, 294)
dam-row-label: ಇಂದಿನ ಹೊರಹರಿವು (29, 702, 111, 717)
lead-col1 (301, 952, 608, 1513)
cm-letter-box (1235, 868, 1477, 1479)
dam-row-unit: ಕ್ಯೂಸೆಕ್ (237, 702, 269, 717)
tea-ad-line: ಶುದ್ಧ ಕಾಫಿ ಬೀಜಗಳಿಂದ ತಯಾರಿಸಿದ, (1312, 121, 1422, 132)
dam-section (22, 376, 277, 745)
death-paragraph: ಮೃತನ ಚಹರೆ: 5.6 ಅಡಿ ಎತ್ತರ, ಎಣ್ಣೆಗೆಂಪು ಮೈಬಣ್ಣ, ದುಂಡು ಮುಖ, ಸಾಧಾರಣ ಮೈಕಟ್ಟು ಹೊಂದಿದ್ದು, ಮೈಮೇಲೆ ಬಿಳಿ ಬಣ್ಣದ ಅರ್ಧ ತೋಳಿನ ಟೀ ಶರ್ಟ್, ನೀಲಿ ಬಣ್ಣದ ಒಳ ಚಡ್ಡಿ ಧರಿಸಿರುತ್ತಾನೆ. ಬಲಗೈ ರಟ್ಟೆಯ ಮೇಲೆ ಓಂ ಅಂತ ಅದರ ಸುತ್ತಲು ಸೂರ್ಯನಾಕಾರದ ಹಚ್ಚೆ ಇರುತ್ತದೆ. ಬಲಗೈ ರಟ್ಟೆಯ ಮೇಲೆ ದಿವ್ಯಾ ಎಂದು ಬಲ ಮುಂಗೈ ಮೇಲೆ ಮಿಣಿನಾಕ್ಷರದಲ್ಲಿ ಎಂದು ಹಚ್ಚೆ ಹಾಗೂ ಎಡಗೈನ ಮುಂಗೈ ಮೇಲೆ ಅಂಜಿನಮ್ಮ ಅಂತಾ ಹಚ್ಚೆ ಗುರುತುಗಳು ಇರುತ್ತವೆ. (22, 1353, 277, 1492)
dam-row-value: 92.02 (177, 667, 217, 681)
court-byline: ವಿಜಯನಗರ(ಹೊಸಪೇಟೆ): (954, 504, 1071, 519)
death-byline: ಹೊಸಪೇಟೆ ಟೈಮ್ಸ್ ನ್ಯೂಸ್ (22, 1225, 134, 1240)
lead-photo (301, 515, 928, 945)
dam-row (29, 612, 269, 630)
obc-paragraph: ರಾಜ್ಯ ಸರ್ಕಾರ, ಓಬಿಸಿ ಅಭಿವೃದ್ಧಿ ನಿಗಮಕ್ಕೆ ಶೀಘ್ರ ಅನುದಾನ ಬಿಡುಗಡೆ ಮಾಡಬೇಕು ಎಂದು ಆಗ್ರಹಿಸಿ, ಬಿಜೆಪಿ ಓಬಿಸಿ ಮೋರ್ಚಾ ಮತ್ತು ಬಿಜೆಪಿ ಮಂಡಲದ ವತಿಯಿಂದ ತಹಶೀಲ್ದಾರ್ ಕಚೇರಿ ಎದುರು ಶುಕ್ರವಾರ ಪ್ರತಿಭಟನೆ ನಡೆಸಲಾಯಿತು. (954, 1581, 1211, 1650)
bakery-ad-note: ಯಾವುದೇ ಬ್ರಾಂಚ್ ಇಲ್ಲ (29, 227, 209, 242)
lead-paragraph: ಕಾರ್ಯಕ್ರಮದಲ್ಲಿ ಜಂಟಿ ಕೃಷಿ ನಿರ್ದೇಶಕರಾದ ಶರಣಪ್ಪ ಬಿ. ಮುದಗಲ್ ಹಾಗೂ ಕೃಷಿ ಇಲಾಖೆಯ ಅಧಿಕಾರಿಗಳು, ಸಿಬ್ಬಂದಿ ಇದ್ದರು. ರಾಯಚೂರಿನ ಕೃಷಿ ವಿಶ್ವವಿದ್ಯಾಲಯದ ವಿಜ್ಞಾನಿಗಳಾದ ಡಾ. ಸುನಿತಾ ಮತ್ತು ಡಾ. ರಾಜೇಶ್ವರಿ ಅವರು ಸ್ಪರ್ಧೆಯ ನಿರ್ಣಾಯಕರಾಗಿ ಭಾಗವಹಿಸಿದ್ದರು. (621, 1250, 928, 1318)
death-headline-line: ಪತ್ತೆ: ಪ್ರಕರಣ ದಾಖಲು (77, 1190, 221, 1212)
title-english: HOSPET TIMES (342, 91, 594, 128)
date-en: 14 DECEMBER 2024 (1325, 321, 1466, 337)
volume: Volume-ಸಂಪುಟ: 43 (23, 283, 157, 300)
lead-paragraph: ಪ್ರಥಮ, ದ್ವಿತೀಯ ಹಾಗೂ ತೃತೀಯ ಬಹುಮಾನ ಸಿಹಿ, ಖಾರ (ಸಿರಿಧಾನ್ಯ ಖಾದ್ಯಗಳಿಗೆ ಮಾತ್ರ) ಮತ್ತು ಮರೆತು ಹೋದ ಖಾದ್ಯಗಳಿಗೆ ತಲಾ ರೂ. 5000, 3000 ಹಾಗೂ 2000 ಗಳನ್ನು ನೀಡಲಾಗುವುದು. (621, 1192, 928, 1243)
section-rule (292, 1519, 937, 1521)
bus-headline: ಕೇಂದ್ರ ಬಸ್ ನಿಲ್ದಾಣದಲ್ಲಿ ಗುರುಬಸವಣ್ಣನವರ ಭಾವಚಿತ್ರ ಅನಾವರಣ (367, 1531, 862, 1558)
death-paragraph: ಈ ಮೃತ ವ್ಯಕ್ತಿಯ ವಾರಸುದಾರರು ಪತ್ತೆಯಾದಲ್ಲಿ ವಿಜಯನಗರ ಜಿಲ್ಲಾ ಪೊಲೀಸ್ ಕಂಟ್ರೋಲ್ ರೂ. ನಂ: 9480805700, ವಿಜಯನಗರ ಎಸ್ಪಿ ಮೊ.ನಂ: 9480805701, ಹೆಚ್ಚುವರಿ ಎಸ್ಪಿ ಮೊ.ನಂ: 9480805702, ಡಿಎಸ್ಪಿ ಹೊಸಪೇಟೆ ಉಪವಿಭಾಗ ಮೊ.ನಂ: 9480805720, ಸಿಪಿಐ ಮೊ.ನಂ: 9480805732, ಕಮಲಾಪುರ ಪಿಎಸ್‌ಐ ಮೊ.ನಂ: 9480805762 ಗೆ ಕರೆ ಮಾಡಿ ಮಾಹಿತಿ ನೀಡುವಂತೆ ಕಮಲಾಪುರ ಪೊಲೀಸ್ ಠಾಣೆಯ ಸಬ್ ಇನ್ಸ್‌ಪೆಕ್ಟರ್ ಪ್ರಕಟಣೆಯಲ್ಲಿ ತಿಳಿಸಿದ್ದಾರೆ. (22, 1499, 277, 1656)
obc-paragraph: ನಗರದ ಬಿಜೆಪಿ ಕಚೇರಿಯಿಂದ ಪ್ರತಿಭಟನೆ ಮೆರವಣಿಗೆ ಮೂಲಕ ಶ್ರೀ ಪುನೀತ್ ರಾಜ್‌ಕುಮಾರ್ ವೃತ್ತದವರೆಗೆ ಆಗಮಿಸಿದ ಪ್ರತಿಭಟನಾಕಾರರು, (954, 1657, 1211, 1707)
court-body (954, 521, 1227, 1473)
mla-quote: ವಿಜಯನಗರ ಜಿಲ್ಲೆಯಾಗಿ ಮೂರು ವರ್ಷ ಕಳೆದರೂ, ಜಿಲ್ಲಾ ನ್ಯಾಯಾಲಯಕ್ಕೆ ಜಿಲ್ಲೆಯ ಜನರು ಬಳ್ಳಾರಿಗೆ ಪ್ರಯಾಣ ಬೆಳೆಸಬೇಕಿತ್ತು. ಇದನ್ನು ತಪ್ಪಿಸಲು ಜಿಲ್ಲಾ ಕೇಂದ್ರ ಹೊಸಪೇಟೆಯಲ್ಲಿ ಪ್ರಧಾನ ಜಿಲ್ಲಾ ಸತ್ರ ನ್ಯಾಯಾಧೀಶರ ನ್ಯಾಯಾಲಯ ಸ್ಥಾಪಿಸುವಂತೆ ಮನವಿ ಮಾಡಿದ್ದೆ. ಇದೀಗ ಸರ್ಕಾರ ನ್ಯಾಯಾಲಯ ಸ್ಥಾಪನೆಗೆ ಆದೇಶ ಹೊರಡಿಸಿದೆ. ಜಿಲ್ಲೆಯ ಜನರ ಪರವಾಗಿ ಸಿಎಂ ಸಿದ್ದರಾಮಯ್ಯನವರಿಗೆ ಅಭಿನಂದನೆ ಸಲ್ಲಿಸುವೆ. (1240, 521, 1472, 713)
tea-ad-phone: ದೂ:08394 228025 (1277, 214, 1458, 237)
dam-row-value: 13-12-2024 (154, 614, 233, 628)
mla-photo (1379, 523, 1472, 638)
bakery-ad-line: ಸ್ವೀಟುಗಳು ದೊರೆಯುತ್ತವೆ. (97, 98, 184, 110)
mla-quote-box (1235, 515, 1477, 853)
award-photo-1 (956, 2101, 1125, 2294)
title-kannada: ಹೊಸಪೇಟೆ (234, 22, 455, 91)
lead-kicker: ಸಿರಿಧಾನ್ಯ ಮರೆತು ಹೋದ ಖಾದ್ಯಗಳ ಪಾಕ ಸ್ಪರ್ಧೆ: (402, 383, 826, 413)
obc-body (954, 1581, 1211, 1762)
obc-photo (954, 1767, 1479, 1993)
